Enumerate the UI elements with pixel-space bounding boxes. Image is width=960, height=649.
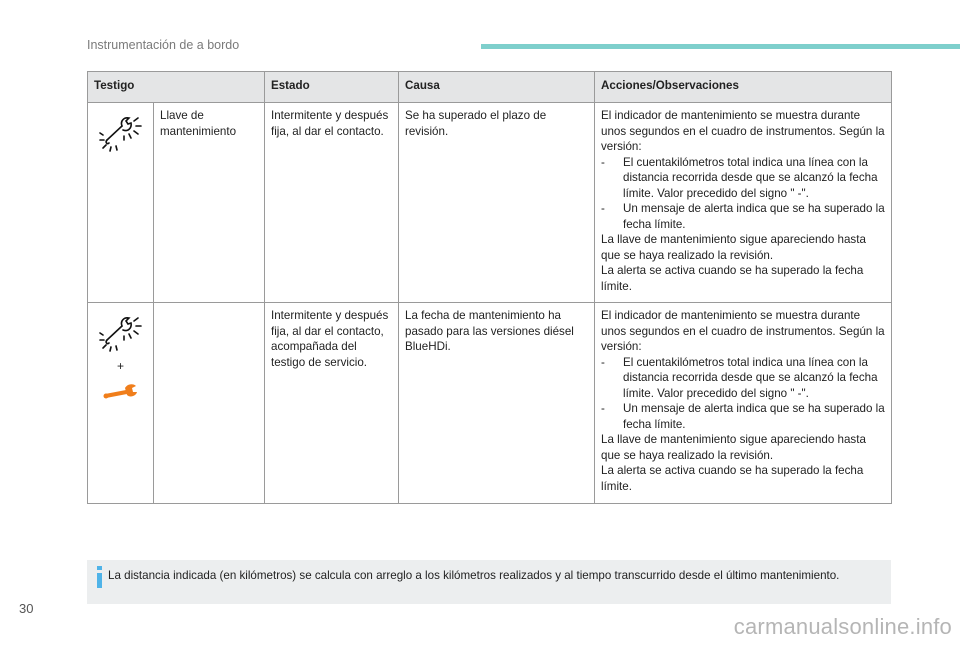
info-note-text: La distancia indicada (en kilómetros) se calcula con arreglo a los kilómetros realizados y al tiempo transcurrido desde el último mantenimiento. [108,569,840,582]
acciones-intro: El indicador de mantenimiento se muestra durante unos segundos en el cuadro de instrumentos. Según la versión: [601,309,885,353]
acciones-intro: El indicador de mantenimiento se muestra durante unos segundos en el cuadro de instrumentos. Según la versión: [601,109,885,153]
table-header-row [88,72,892,103]
watermark-text: carmanualsonline.info [733,614,952,639]
acciones-outro: La alerta se activa cuando se ha superado la fecha límite. [601,264,864,293]
list-item: - El cuentakilómetros total indica una línea con la distancia recorrida desde que se alcanzó la fecha límite. Valor precedido del signo " -". [601,155,885,202]
testigo-icon-cell [88,103,154,303]
maintenance-wrench-icon [98,313,144,353]
plus-sign: + [116,359,124,373]
info-i-icon [96,566,104,588]
causa-cell: Se ha superado el plazo de revisión. [399,103,595,303]
estado-cell: Intermitente y después fija, al dar el contacto. [265,103,399,303]
col-header-causa: Causa [399,72,595,103]
info-note-box [87,560,891,604]
list-item: - Un mensaje de alerta indica que se ha superado la fecha límite. [601,201,885,232]
testigo-name [154,303,265,504]
page-section-title: Instrumentación de a bordo [87,38,240,52]
service-wrench-orange-icon [101,383,141,401]
acciones-cell [595,103,892,303]
col-header-acciones: Acciones/Observaciones [595,72,892,103]
estado-cell: Intermitente y después fija, al dar el contacto, acompañada del testigo de servicio. [265,303,399,504]
acciones-list [601,355,885,433]
maintenance-wrench-icon [98,113,144,153]
acciones-outro: La llave de mantenimiento sigue apareciendo hasta que se haya realizado la revisión. [601,433,866,462]
table-row [88,303,892,504]
page-number: 30 [19,601,34,616]
acciones-outro: La llave de mantenimiento sigue apareciendo hasta que se haya realizado la revisión. [601,233,866,262]
warning-lights-table [87,71,892,504]
acciones-cell [595,303,892,504]
list-item: - Un mensaje de alerta indica que se ha superado la fecha límite. [601,401,885,432]
acciones-outro: La alerta se activa cuando se ha superado la fecha límite. [601,464,864,493]
causa-cell: La fecha de mantenimiento ha pasado para las versiones diésel BlueHDi. [399,303,595,504]
col-header-testigo: Testigo [88,72,265,103]
col-header-estado: Estado [265,72,399,103]
acciones-list [601,155,885,233]
list-item: - El cuentakilómetros total indica una línea con la distancia recorrida desde que se alcanzó la fecha límite. Valor precedido del signo " -". [601,355,885,402]
testigo-name: Llave de mantenimiento [154,103,265,303]
table-row [88,103,892,303]
header-accent-bar [481,44,960,49]
testigo-icon-cell [88,303,154,504]
